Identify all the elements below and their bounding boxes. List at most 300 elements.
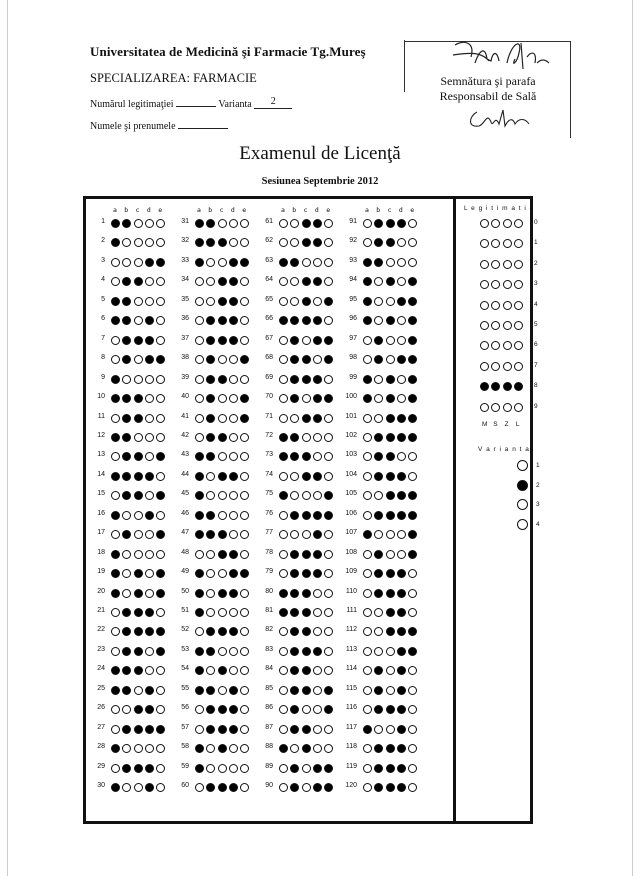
answer-bubble-a[interactable] [111, 336, 120, 345]
legitimation-bubble[interactable] [514, 260, 523, 269]
answer-bubble-c[interactable] [134, 608, 143, 617]
answer-bubble-d[interactable] [397, 725, 406, 734]
answer-bubble-b[interactable] [206, 336, 215, 345]
answer-bubble-a[interactable] [363, 511, 372, 520]
variant-bubble[interactable] [517, 499, 528, 510]
answer-bubble-b[interactable] [290, 511, 299, 520]
answer-bubble-d[interactable] [397, 744, 406, 753]
answer-bubble-d[interactable] [313, 725, 322, 734]
answer-bubble-a[interactable] [363, 297, 372, 306]
answer-bubble-a[interactable] [279, 336, 288, 345]
answer-bubble-c[interactable] [134, 355, 143, 364]
answer-bubble-c[interactable] [302, 589, 311, 598]
answer-bubble-c[interactable] [386, 219, 395, 228]
answer-bubble-c[interactable] [134, 316, 143, 325]
legitimation-bubble[interactable] [491, 403, 500, 412]
legitimation-bubble[interactable] [491, 301, 500, 310]
answer-bubble-e[interactable] [240, 589, 249, 598]
answer-bubble-a[interactable] [195, 297, 204, 306]
answer-bubble-a[interactable] [363, 433, 372, 442]
answer-bubble-d[interactable] [313, 297, 322, 306]
answer-bubble-b[interactable] [290, 764, 299, 773]
answer-bubble-a[interactable] [363, 394, 372, 403]
answer-bubble-d[interactable] [397, 472, 406, 481]
answer-bubble-c[interactable] [134, 394, 143, 403]
answer-bubble-a[interactable] [279, 764, 288, 773]
answer-bubble-c[interactable] [134, 277, 143, 286]
answer-bubble-b[interactable] [374, 550, 383, 559]
answer-bubble-d[interactable] [229, 647, 238, 656]
answer-bubble-a[interactable] [195, 647, 204, 656]
answer-bubble-c[interactable] [302, 511, 311, 520]
answer-bubble-c[interactable] [302, 686, 311, 695]
answer-bubble-c[interactable] [302, 530, 311, 539]
answer-bubble-c[interactable] [218, 258, 227, 267]
answer-bubble-d[interactable] [397, 394, 406, 403]
answer-bubble-e[interactable] [408, 550, 417, 559]
answer-bubble-d[interactable] [397, 569, 406, 578]
answer-bubble-c[interactable] [218, 394, 227, 403]
answer-bubble-c[interactable] [386, 783, 395, 792]
answer-bubble-e[interactable] [240, 550, 249, 559]
answer-bubble-c[interactable] [302, 666, 311, 675]
answer-bubble-c[interactable] [134, 414, 143, 423]
answer-bubble-d[interactable] [313, 219, 322, 228]
answer-bubble-e[interactable] [240, 414, 249, 423]
variant-field[interactable] [254, 96, 292, 109]
answer-bubble-d[interactable] [313, 336, 322, 345]
answer-bubble-d[interactable] [229, 725, 238, 734]
answer-bubble-c[interactable] [134, 647, 143, 656]
legitimation-bubble[interactable] [503, 382, 512, 391]
answer-bubble-a[interactable] [195, 783, 204, 792]
answer-bubble-c[interactable] [386, 394, 395, 403]
answer-bubble-a[interactable] [195, 433, 204, 442]
answer-bubble-b[interactable] [374, 414, 383, 423]
answer-bubble-c[interactable] [134, 472, 143, 481]
answer-bubble-d[interactable] [229, 783, 238, 792]
answer-bubble-e[interactable] [324, 686, 333, 695]
answer-bubble-d[interactable] [397, 336, 406, 345]
legitimation-bubble[interactable] [514, 219, 523, 228]
answer-bubble-d[interactable] [313, 686, 322, 695]
answer-bubble-c[interactable] [134, 258, 143, 267]
answer-bubble-c[interactable] [134, 336, 143, 345]
answer-bubble-a[interactable] [279, 375, 288, 384]
answer-bubble-d[interactable] [145, 647, 154, 656]
answer-bubble-c[interactable] [302, 375, 311, 384]
answer-bubble-a[interactable] [279, 647, 288, 656]
answer-bubble-c[interactable] [134, 491, 143, 500]
answer-bubble-c[interactable] [302, 705, 311, 714]
answer-bubble-d[interactable] [145, 783, 154, 792]
answer-bubble-d[interactable] [397, 258, 406, 267]
answer-bubble-d[interactable] [145, 589, 154, 598]
answer-bubble-d[interactable] [229, 219, 238, 228]
answer-bubble-d[interactable] [145, 744, 154, 753]
answer-bubble-a[interactable] [279, 783, 288, 792]
legitimation-bubble[interactable] [514, 403, 523, 412]
answer-bubble-b[interactable] [122, 764, 131, 773]
answer-bubble-d[interactable] [229, 394, 238, 403]
answer-bubble-e[interactable] [240, 686, 249, 695]
answer-bubble-d[interactable] [397, 375, 406, 384]
answer-bubble-c[interactable] [302, 336, 311, 345]
answer-bubble-c[interactable] [134, 705, 143, 714]
answer-bubble-d[interactable] [397, 764, 406, 773]
answer-bubble-c[interactable] [218, 414, 227, 423]
legitimation-bubble[interactable] [480, 403, 489, 412]
answer-bubble-b[interactable] [206, 375, 215, 384]
answer-bubble-c[interactable] [218, 666, 227, 675]
answer-bubble-b[interactable] [206, 414, 215, 423]
answer-bubble-d[interactable] [229, 258, 238, 267]
answer-bubble-d[interactable] [397, 433, 406, 442]
answer-bubble-a[interactable] [195, 472, 204, 481]
answer-bubble-e[interactable] [408, 375, 417, 384]
answer-bubble-c[interactable] [134, 452, 143, 461]
answer-bubble-e[interactable] [408, 472, 417, 481]
answer-bubble-c[interactable] [218, 608, 227, 617]
answer-bubble-e[interactable] [156, 375, 165, 384]
answer-bubble-b[interactable] [374, 589, 383, 598]
answer-bubble-c[interactable] [134, 686, 143, 695]
answer-bubble-a[interactable] [363, 219, 372, 228]
answer-bubble-a[interactable] [279, 550, 288, 559]
answer-bubble-d[interactable] [397, 589, 406, 598]
answer-bubble-b[interactable] [122, 336, 131, 345]
answer-bubble-d[interactable] [145, 511, 154, 520]
answer-bubble-a[interactable] [195, 258, 204, 267]
answer-bubble-d[interactable] [397, 686, 406, 695]
answer-bubble-e[interactable] [156, 472, 165, 481]
answer-bubble-b[interactable] [122, 725, 131, 734]
answer-bubble-c[interactable] [134, 297, 143, 306]
legitimation-bubble[interactable] [514, 301, 523, 310]
answer-bubble-a[interactable] [195, 219, 204, 228]
answer-bubble-d[interactable] [313, 433, 322, 442]
answer-bubble-d[interactable] [229, 336, 238, 345]
answer-bubble-a[interactable] [111, 511, 120, 520]
answer-bubble-b[interactable] [374, 725, 383, 734]
answer-bubble-d[interactable] [229, 355, 238, 364]
answer-bubble-a[interactable] [195, 550, 204, 559]
answer-bubble-e[interactable] [408, 336, 417, 345]
answer-bubble-a[interactable] [363, 472, 372, 481]
answer-bubble-e[interactable] [240, 375, 249, 384]
answer-bubble-a[interactable] [111, 394, 120, 403]
answer-bubble-e[interactable] [240, 511, 249, 520]
answer-bubble-c[interactable] [386, 647, 395, 656]
answer-bubble-c[interactable] [302, 452, 311, 461]
answer-bubble-e[interactable] [240, 725, 249, 734]
answer-bubble-c[interactable] [302, 414, 311, 423]
answer-bubble-d[interactable] [229, 764, 238, 773]
answer-bubble-c[interactable] [218, 375, 227, 384]
answer-bubble-b[interactable] [206, 589, 215, 598]
answer-bubble-c[interactable] [218, 433, 227, 442]
answer-bubble-c[interactable] [386, 764, 395, 773]
answer-bubble-c[interactable] [134, 589, 143, 598]
legitimation-bubble[interactable] [503, 219, 512, 228]
legitimation-bubble[interactable] [503, 301, 512, 310]
legitimation-bubble[interactable] [480, 321, 489, 330]
legitimation-bubble[interactable] [514, 321, 523, 330]
answer-bubble-a[interactable] [279, 258, 288, 267]
answer-bubble-b[interactable] [206, 764, 215, 773]
answer-bubble-d[interactable] [313, 355, 322, 364]
answer-bubble-a[interactable] [279, 433, 288, 442]
answer-bubble-b[interactable] [206, 550, 215, 559]
answer-bubble-a[interactable] [111, 219, 120, 228]
answer-bubble-d[interactable] [229, 297, 238, 306]
answer-bubble-c[interactable] [386, 666, 395, 675]
answer-bubble-c[interactable] [302, 764, 311, 773]
answer-bubble-e[interactable] [156, 297, 165, 306]
legitimation-bubble[interactable] [480, 301, 489, 310]
answer-bubble-c[interactable] [386, 705, 395, 714]
answer-bubble-a[interactable] [111, 375, 120, 384]
answer-bubble-a[interactable] [279, 686, 288, 695]
answer-bubble-c[interactable] [218, 316, 227, 325]
answer-bubble-d[interactable] [229, 511, 238, 520]
answer-bubble-c[interactable] [386, 511, 395, 520]
answer-bubble-c[interactable] [386, 433, 395, 442]
answer-bubble-c[interactable] [386, 277, 395, 286]
answer-bubble-c[interactable] [134, 783, 143, 792]
answer-bubble-c[interactable] [302, 433, 311, 442]
answer-bubble-c[interactable] [386, 725, 395, 734]
variant-bubble[interactable] [517, 480, 528, 491]
answer-bubble-d[interactable] [145, 414, 154, 423]
answer-bubble-a[interactable] [363, 589, 372, 598]
answer-bubble-e[interactable] [408, 589, 417, 598]
answer-bubble-d[interactable] [313, 414, 322, 423]
answer-bubble-a[interactable] [111, 647, 120, 656]
answer-bubble-b[interactable] [374, 511, 383, 520]
answer-bubble-a[interactable] [363, 725, 372, 734]
answer-bubble-d[interactable] [145, 569, 154, 578]
answer-bubble-c[interactable] [218, 783, 227, 792]
answer-bubble-a[interactable] [111, 258, 120, 267]
answer-bubble-e[interactable] [408, 686, 417, 695]
answer-bubble-b[interactable] [122, 511, 131, 520]
answer-bubble-d[interactable] [145, 433, 154, 442]
answer-bubble-b[interactable] [122, 589, 131, 598]
answer-bubble-c[interactable] [218, 764, 227, 773]
answer-bubble-a[interactable] [195, 336, 204, 345]
answer-bubble-e[interactable] [324, 336, 333, 345]
answer-bubble-c[interactable] [386, 452, 395, 461]
answer-bubble-e[interactable] [240, 336, 249, 345]
answer-bubble-b[interactable] [290, 589, 299, 598]
answer-bubble-c[interactable] [386, 589, 395, 598]
answer-bubble-d[interactable] [229, 608, 238, 617]
answer-bubble-a[interactable] [279, 472, 288, 481]
answer-bubble-d[interactable] [145, 472, 154, 481]
answer-bubble-d[interactable] [145, 297, 154, 306]
answer-bubble-d[interactable] [145, 764, 154, 773]
answer-bubble-d[interactable] [229, 375, 238, 384]
answer-bubble-c[interactable] [386, 491, 395, 500]
answer-bubble-c[interactable] [302, 550, 311, 559]
legitimation-bubble[interactable] [503, 362, 512, 371]
answer-bubble-e[interactable] [156, 550, 165, 559]
answer-bubble-a[interactable] [195, 686, 204, 695]
answer-bubble-d[interactable] [145, 375, 154, 384]
answer-bubble-d[interactable] [229, 589, 238, 598]
answer-bubble-d[interactable] [145, 336, 154, 345]
answer-bubble-c[interactable] [302, 394, 311, 403]
answer-bubble-c[interactable] [302, 355, 311, 364]
answer-bubble-a[interactable] [279, 511, 288, 520]
answer-bubble-c[interactable] [218, 550, 227, 559]
answer-bubble-a[interactable] [279, 219, 288, 228]
answer-bubble-d[interactable] [397, 355, 406, 364]
answer-bubble-d[interactable] [397, 783, 406, 792]
answer-bubble-a[interactable] [111, 550, 120, 559]
answer-bubble-c[interactable] [218, 491, 227, 500]
answer-bubble-c[interactable] [302, 277, 311, 286]
answer-bubble-d[interactable] [145, 550, 154, 559]
answer-bubble-e[interactable] [156, 511, 165, 520]
answer-bubble-e[interactable] [324, 297, 333, 306]
answer-bubble-c[interactable] [386, 686, 395, 695]
answer-bubble-a[interactable] [279, 589, 288, 598]
answer-bubble-c[interactable] [218, 219, 227, 228]
answer-bubble-d[interactable] [145, 394, 154, 403]
answer-bubble-b[interactable] [290, 375, 299, 384]
answer-bubble-d[interactable] [313, 647, 322, 656]
answer-bubble-e[interactable] [156, 686, 165, 695]
answer-bubble-c[interactable] [218, 725, 227, 734]
answer-bubble-b[interactable] [122, 414, 131, 423]
answer-bubble-e[interactable] [240, 764, 249, 773]
legitimation-bubble[interactable] [503, 280, 512, 289]
answer-bubble-c[interactable] [218, 297, 227, 306]
answer-bubble-c[interactable] [134, 569, 143, 578]
answer-bubble-a[interactable] [111, 433, 120, 442]
answer-bubble-c[interactable] [386, 744, 395, 753]
answer-bubble-a[interactable] [195, 394, 204, 403]
answer-bubble-c[interactable] [302, 725, 311, 734]
answer-bubble-e[interactable] [324, 589, 333, 598]
answer-bubble-a[interactable] [363, 686, 372, 695]
answer-bubble-c[interactable] [218, 589, 227, 598]
answer-bubble-c[interactable] [302, 491, 311, 500]
answer-bubble-d[interactable] [229, 744, 238, 753]
answer-bubble-c[interactable] [218, 511, 227, 520]
answer-bubble-c[interactable] [218, 472, 227, 481]
answer-bubble-d[interactable] [313, 589, 322, 598]
answer-bubble-d[interactable] [397, 414, 406, 423]
answer-bubble-d[interactable] [313, 472, 322, 481]
answer-bubble-b[interactable] [122, 550, 131, 559]
answer-bubble-e[interactable] [408, 414, 417, 423]
answer-bubble-e[interactable] [324, 472, 333, 481]
answer-bubble-c[interactable] [386, 414, 395, 423]
answer-bubble-c[interactable] [386, 569, 395, 578]
answer-bubble-a[interactable] [363, 608, 372, 617]
answer-bubble-a[interactable] [363, 258, 372, 267]
answer-bubble-a[interactable] [363, 647, 372, 656]
answer-bubble-d[interactable] [397, 297, 406, 306]
answer-bubble-d[interactable] [145, 608, 154, 617]
answer-bubble-d[interactable] [313, 764, 322, 773]
answer-bubble-c[interactable] [134, 375, 143, 384]
answer-bubble-a[interactable] [195, 589, 204, 598]
answer-bubble-c[interactable] [218, 277, 227, 286]
answer-bubble-a[interactable] [111, 608, 120, 617]
answer-bubble-a[interactable] [111, 589, 120, 598]
answer-bubble-b[interactable] [290, 550, 299, 559]
answer-bubble-a[interactable] [195, 725, 204, 734]
answer-bubble-b[interactable] [122, 375, 131, 384]
answer-bubble-a[interactable] [363, 375, 372, 384]
answer-bubble-d[interactable] [397, 647, 406, 656]
answer-bubble-a[interactable] [279, 297, 288, 306]
answer-bubble-a[interactable] [363, 764, 372, 773]
answer-bubble-d[interactable] [397, 550, 406, 559]
answer-bubble-d[interactable] [145, 686, 154, 695]
answer-bubble-c[interactable] [302, 744, 311, 753]
answer-bubble-a[interactable] [279, 725, 288, 734]
answer-bubble-c[interactable] [218, 744, 227, 753]
answer-bubble-e[interactable] [240, 472, 249, 481]
answer-bubble-d[interactable] [229, 569, 238, 578]
legitimation-bubble[interactable] [514, 362, 523, 371]
answer-bubble-b[interactable] [374, 764, 383, 773]
legitimation-bubble[interactable] [503, 341, 512, 350]
answer-bubble-d[interactable] [229, 686, 238, 695]
answer-bubble-c[interactable] [386, 355, 395, 364]
answer-bubble-c[interactable] [386, 608, 395, 617]
answer-bubble-a[interactable] [279, 414, 288, 423]
answer-bubble-a[interactable] [363, 414, 372, 423]
answer-bubble-a[interactable] [195, 511, 204, 520]
answer-bubble-c[interactable] [386, 258, 395, 267]
answer-bubble-d[interactable] [229, 414, 238, 423]
answer-bubble-e[interactable] [156, 764, 165, 773]
answer-bubble-c[interactable] [134, 666, 143, 675]
answer-bubble-c[interactable] [302, 647, 311, 656]
answer-bubble-a[interactable] [195, 608, 204, 617]
answer-bubble-c[interactable] [218, 355, 227, 364]
legitimation-field[interactable] [176, 97, 216, 107]
answer-bubble-a[interactable] [195, 764, 204, 773]
answer-bubble-c[interactable] [302, 297, 311, 306]
answer-bubble-d[interactable] [229, 433, 238, 442]
name-field[interactable] [178, 119, 228, 129]
answer-bubble-c[interactable] [302, 258, 311, 267]
answer-bubble-c[interactable] [134, 219, 143, 228]
legitimation-bubble[interactable] [503, 403, 512, 412]
answer-bubble-c[interactable] [386, 550, 395, 559]
answer-bubble-e[interactable] [156, 414, 165, 423]
legitimation-bubble[interactable] [480, 260, 489, 269]
answer-bubble-c[interactable] [302, 608, 311, 617]
legitimation-bubble[interactable] [503, 260, 512, 269]
answer-bubble-c[interactable] [386, 375, 395, 384]
answer-bubble-e[interactable] [240, 297, 249, 306]
answer-bubble-a[interactable] [279, 394, 288, 403]
answer-bubble-e[interactable] [324, 414, 333, 423]
answer-bubble-c[interactable] [134, 764, 143, 773]
answer-bubble-e[interactable] [324, 725, 333, 734]
answer-bubble-a[interactable] [111, 472, 120, 481]
answer-bubble-a[interactable] [363, 550, 372, 559]
answer-bubble-c[interactable] [302, 783, 311, 792]
